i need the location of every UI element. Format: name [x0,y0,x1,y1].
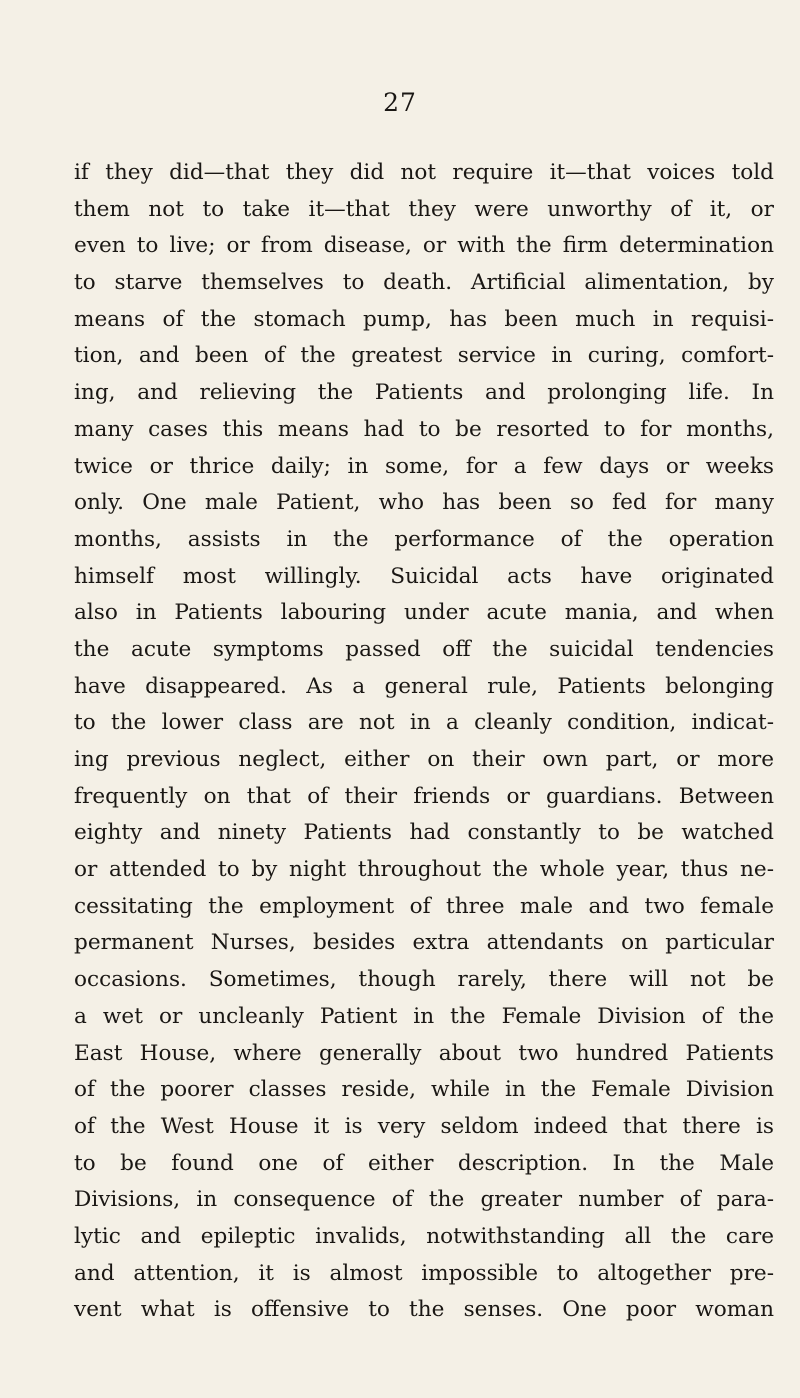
text-line: himself most willingly. Suicidal acts have originated [74,563,774,589]
text-line: East House, where generally about two hundred Patients [74,1040,774,1066]
text-line: permanent Nurses, besides extra attendants on particular [74,930,774,956]
text-line: to be found one of either description. In the Male [74,1150,774,1176]
page-number: 27 [383,88,417,117]
text-line: them not to take it—that they were unworthy of it, or [74,196,774,222]
text-line: ing previous neglect, either on their own part, or more [74,747,774,772]
text-line: if they did—that they did not require it—that voices told [74,160,774,185]
text-line: occasions. Sometimes, though rarely, there will not be [74,967,774,993]
text-line: even to live; or from disease, or with the firm determination [74,233,774,259]
text-line: lytic and epileptic invalids, notwithstanding all the care [74,1223,774,1249]
text-line: have disappeared. As a general rule, Patients belonging [74,673,774,699]
text-line: of the poorer classes reside, while in the Female Division [74,1077,774,1103]
text-line: also in Patients labouring under acute mania, and when [74,600,774,626]
text-line: cessitating the employment of three male and two female [74,893,774,919]
text-line: eighty and ninety Patients had constantly to be watched [74,820,774,846]
body-text [74,155,774,1329]
text-line: Divisions, in consequence of the greater number of para- [74,1187,774,1213]
text-line: a wet or uncleanly Patient in the Female Division of the [74,1003,774,1029]
text-line: vent what is offensive to the senses. One poor woman [74,1297,774,1323]
text-line: frequently on that of their friends or guardians. Between [74,783,774,809]
text-line: only. One male Patient, who has been so fed for many [74,490,774,516]
text-line: months, assists in the performance of the operation [74,526,774,552]
text-line: tion, and been of the greatest service in curing, comfort- [74,343,774,369]
text-line: and attention, it is almost impossible to altogether pre- [74,1260,774,1286]
text-line: means of the stomach pump, has been much in requisi- [74,306,774,332]
text-line: to starve themselves to death. Artificial alimentation, by [74,270,774,296]
text-line: or attended to by night throughout the whole year, thus ne- [74,857,774,883]
text-line: twice or thrice daily; in some, for a few days or weeks [74,453,774,479]
text-line: ing, and relieving the Patients and prolonging life. In [74,380,774,406]
text-line: to the lower class are not in a cleanly condition, indicat- [74,710,774,736]
text-line: many cases this means had to be resorted to for months, [74,416,774,442]
text-line: the acute symptoms passed off the suicidal tendencies [74,636,774,662]
text-line: of the West House it is very seldom indeed that there is [74,1113,774,1139]
